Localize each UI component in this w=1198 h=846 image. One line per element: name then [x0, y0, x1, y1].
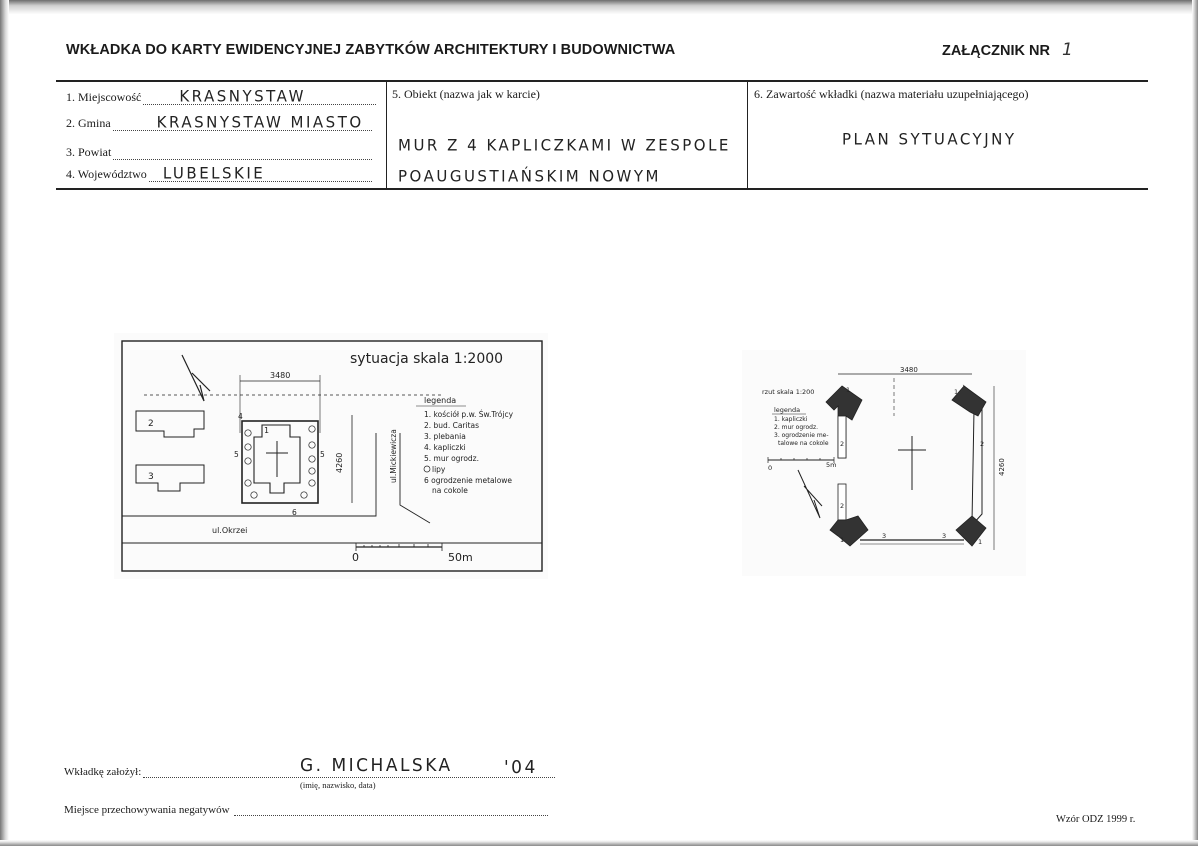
legend-item-6: lipy — [432, 465, 446, 474]
wall-segment-nw — [838, 416, 846, 458]
floor-plan-drawing — [742, 350, 1026, 576]
legend-item-7: 6 ogrodzenie metalowe — [424, 476, 513, 485]
fp-chapel-number-sw: 1 — [840, 536, 845, 544]
object-line-2: POAUGUSTIAŃSKIM NOWYM — [398, 166, 661, 186]
fp-wall-number-w: 2 — [840, 440, 845, 448]
scan-edge-right — [1192, 0, 1198, 846]
form-model-label: Wzór ODZ 1999 r. — [1056, 814, 1136, 825]
enclosure-wall — [242, 421, 318, 503]
fp-fence-number-2: 3 — [942, 532, 947, 540]
commune-value: KRASNYSTAW MIASTO — [156, 112, 364, 132]
site-plan-drawing — [114, 333, 548, 579]
fp-legend-item-1: 1. kapliczki — [774, 416, 808, 423]
voivodeship-field — [66, 163, 372, 183]
fence-number: 6 — [292, 508, 297, 517]
width-dimension-label: 3480 — [270, 371, 291, 380]
fp-chapel-number-se: 1 — [978, 538, 983, 546]
contents-label: 6. Zawartość wkładki (nazwa materiału uzupełniającego) — [754, 87, 1029, 101]
scan-edge-top — [0, 0, 1198, 14]
fp-width-dimension-label: 3480 — [900, 366, 918, 374]
fp-chapel-number-nw: 1 — [846, 386, 851, 394]
chapel-number-nw: 4 — [238, 412, 243, 421]
fp-chapel-number-ne: 1 — [954, 388, 959, 396]
height-dimension-label: 4260 — [335, 452, 344, 473]
negatives-label: Miejsce przechowywania negatywów — [64, 804, 230, 816]
author-label: Wkładkę założył: — [64, 766, 142, 778]
scale-end-label: 50m — [448, 551, 473, 564]
fp-legend-item-4: talowe na cokole — [778, 440, 829, 447]
wall-number-w: 5 — [234, 450, 239, 459]
scan-edge-bottom — [0, 840, 1198, 846]
form-title: WKŁADKA DO KARTY EWIDENCYJNEJ ZABYTKÓW ARCHITEKTURY I BUDOWNICTWA — [66, 42, 676, 58]
building-3 — [136, 465, 204, 491]
north-arrow-icon — [182, 355, 210, 401]
chapel-sw-icon — [830, 516, 868, 546]
floor-plan-svg — [742, 350, 1026, 576]
contents-value: PLAN SYTUACYJNY — [842, 129, 1017, 149]
fp-north-arrow-icon — [798, 470, 822, 518]
commune-line — [113, 112, 372, 132]
site-plan-title: sytuacja skala 1:2000 — [350, 351, 504, 367]
annex-number: 1 — [1061, 40, 1073, 60]
wall-number-e: 5 — [320, 450, 325, 459]
church-number: 1 — [264, 426, 270, 435]
legend-item-3: 3. plebania — [424, 432, 466, 441]
commune-label: 2. Gmina — [66, 116, 111, 130]
locality-value: KRASNYSTAW — [179, 86, 306, 106]
locality-label: 1. Miejscowość — [66, 90, 142, 104]
fp-wall-number-e: 2 — [980, 440, 985, 448]
locality-line — [143, 86, 376, 106]
fp-wall-number-sw: 2 — [840, 502, 845, 510]
negatives-line — [234, 804, 548, 816]
building-2-number: 2 — [148, 419, 154, 429]
fp-legend-title: legenda — [774, 406, 801, 414]
fp-title: rzut skala 1:200 — [762, 388, 815, 396]
locality-field — [66, 86, 376, 106]
fp-height-dimension-label: 4260 — [998, 458, 1006, 476]
street-mickiewicza-edges — [344, 433, 430, 523]
fp-cross-icon — [898, 436, 926, 490]
voivodeship-line — [149, 163, 372, 183]
annex-label — [942, 40, 1073, 60]
county-label: 3. Powiat — [66, 145, 112, 159]
street-label-mickiewicza: ul.Mickiewicza — [389, 429, 398, 483]
column-divider-2 — [747, 80, 748, 189]
voivodeship-label: 4. Województwo — [66, 167, 147, 181]
author-year: '04 — [504, 757, 538, 779]
church-cross-icon — [266, 441, 288, 477]
legend-item-2: 2. bud. Caritas — [424, 421, 480, 430]
scan-edge-left — [0, 0, 9, 846]
county-line — [113, 147, 372, 160]
table-top-rule — [56, 80, 1148, 82]
legend-item-8: na cokole — [432, 486, 468, 495]
legend-title: legenda — [424, 396, 457, 405]
fp-legend-item-3: 3. ogrodzenie me- — [774, 432, 829, 439]
negatives-field — [64, 804, 548, 816]
legend-item-1: 1. kościół p.w. Św.Trójcy — [424, 410, 514, 419]
fp-scale-start: 0 — [768, 464, 773, 472]
site-plan-svg — [114, 333, 548, 579]
fp-scale-end: 5m — [826, 461, 837, 469]
author-caption: (imię, nazwisko, data) — [300, 780, 376, 790]
legend-item-4: 4. kapliczki — [424, 443, 466, 452]
street-label-okrzei: ul.Okrzei — [212, 526, 248, 535]
scale-start-label: 0 — [352, 551, 359, 564]
linden-legend-icon — [424, 466, 430, 472]
county-field — [66, 145, 372, 160]
voivodeship-value: LUBELSKIE — [162, 163, 266, 183]
column-divider-1 — [386, 80, 387, 189]
fp-fence-number-1: 3 — [882, 532, 887, 540]
building-2 — [136, 411, 204, 437]
legend-item-5: 5. mur ogrodz. — [424, 454, 480, 463]
author-value: G. MICHALSKA — [300, 755, 453, 777]
fp-legend-item-2: 2. mur ogrodz. — [774, 424, 819, 431]
building-3-number: 3 — [148, 472, 154, 482]
annex-label-text: ZAŁĄCZNIK NR — [942, 43, 1050, 59]
object-label: 5. Obiekt (nazwa jak w karcie) — [392, 87, 540, 101]
object-line-1: MUR Z 4 KAPLICZKAMI W ZESPOLE — [398, 135, 731, 155]
table-bottom-rule — [56, 188, 1148, 190]
commune-field — [66, 112, 372, 132]
